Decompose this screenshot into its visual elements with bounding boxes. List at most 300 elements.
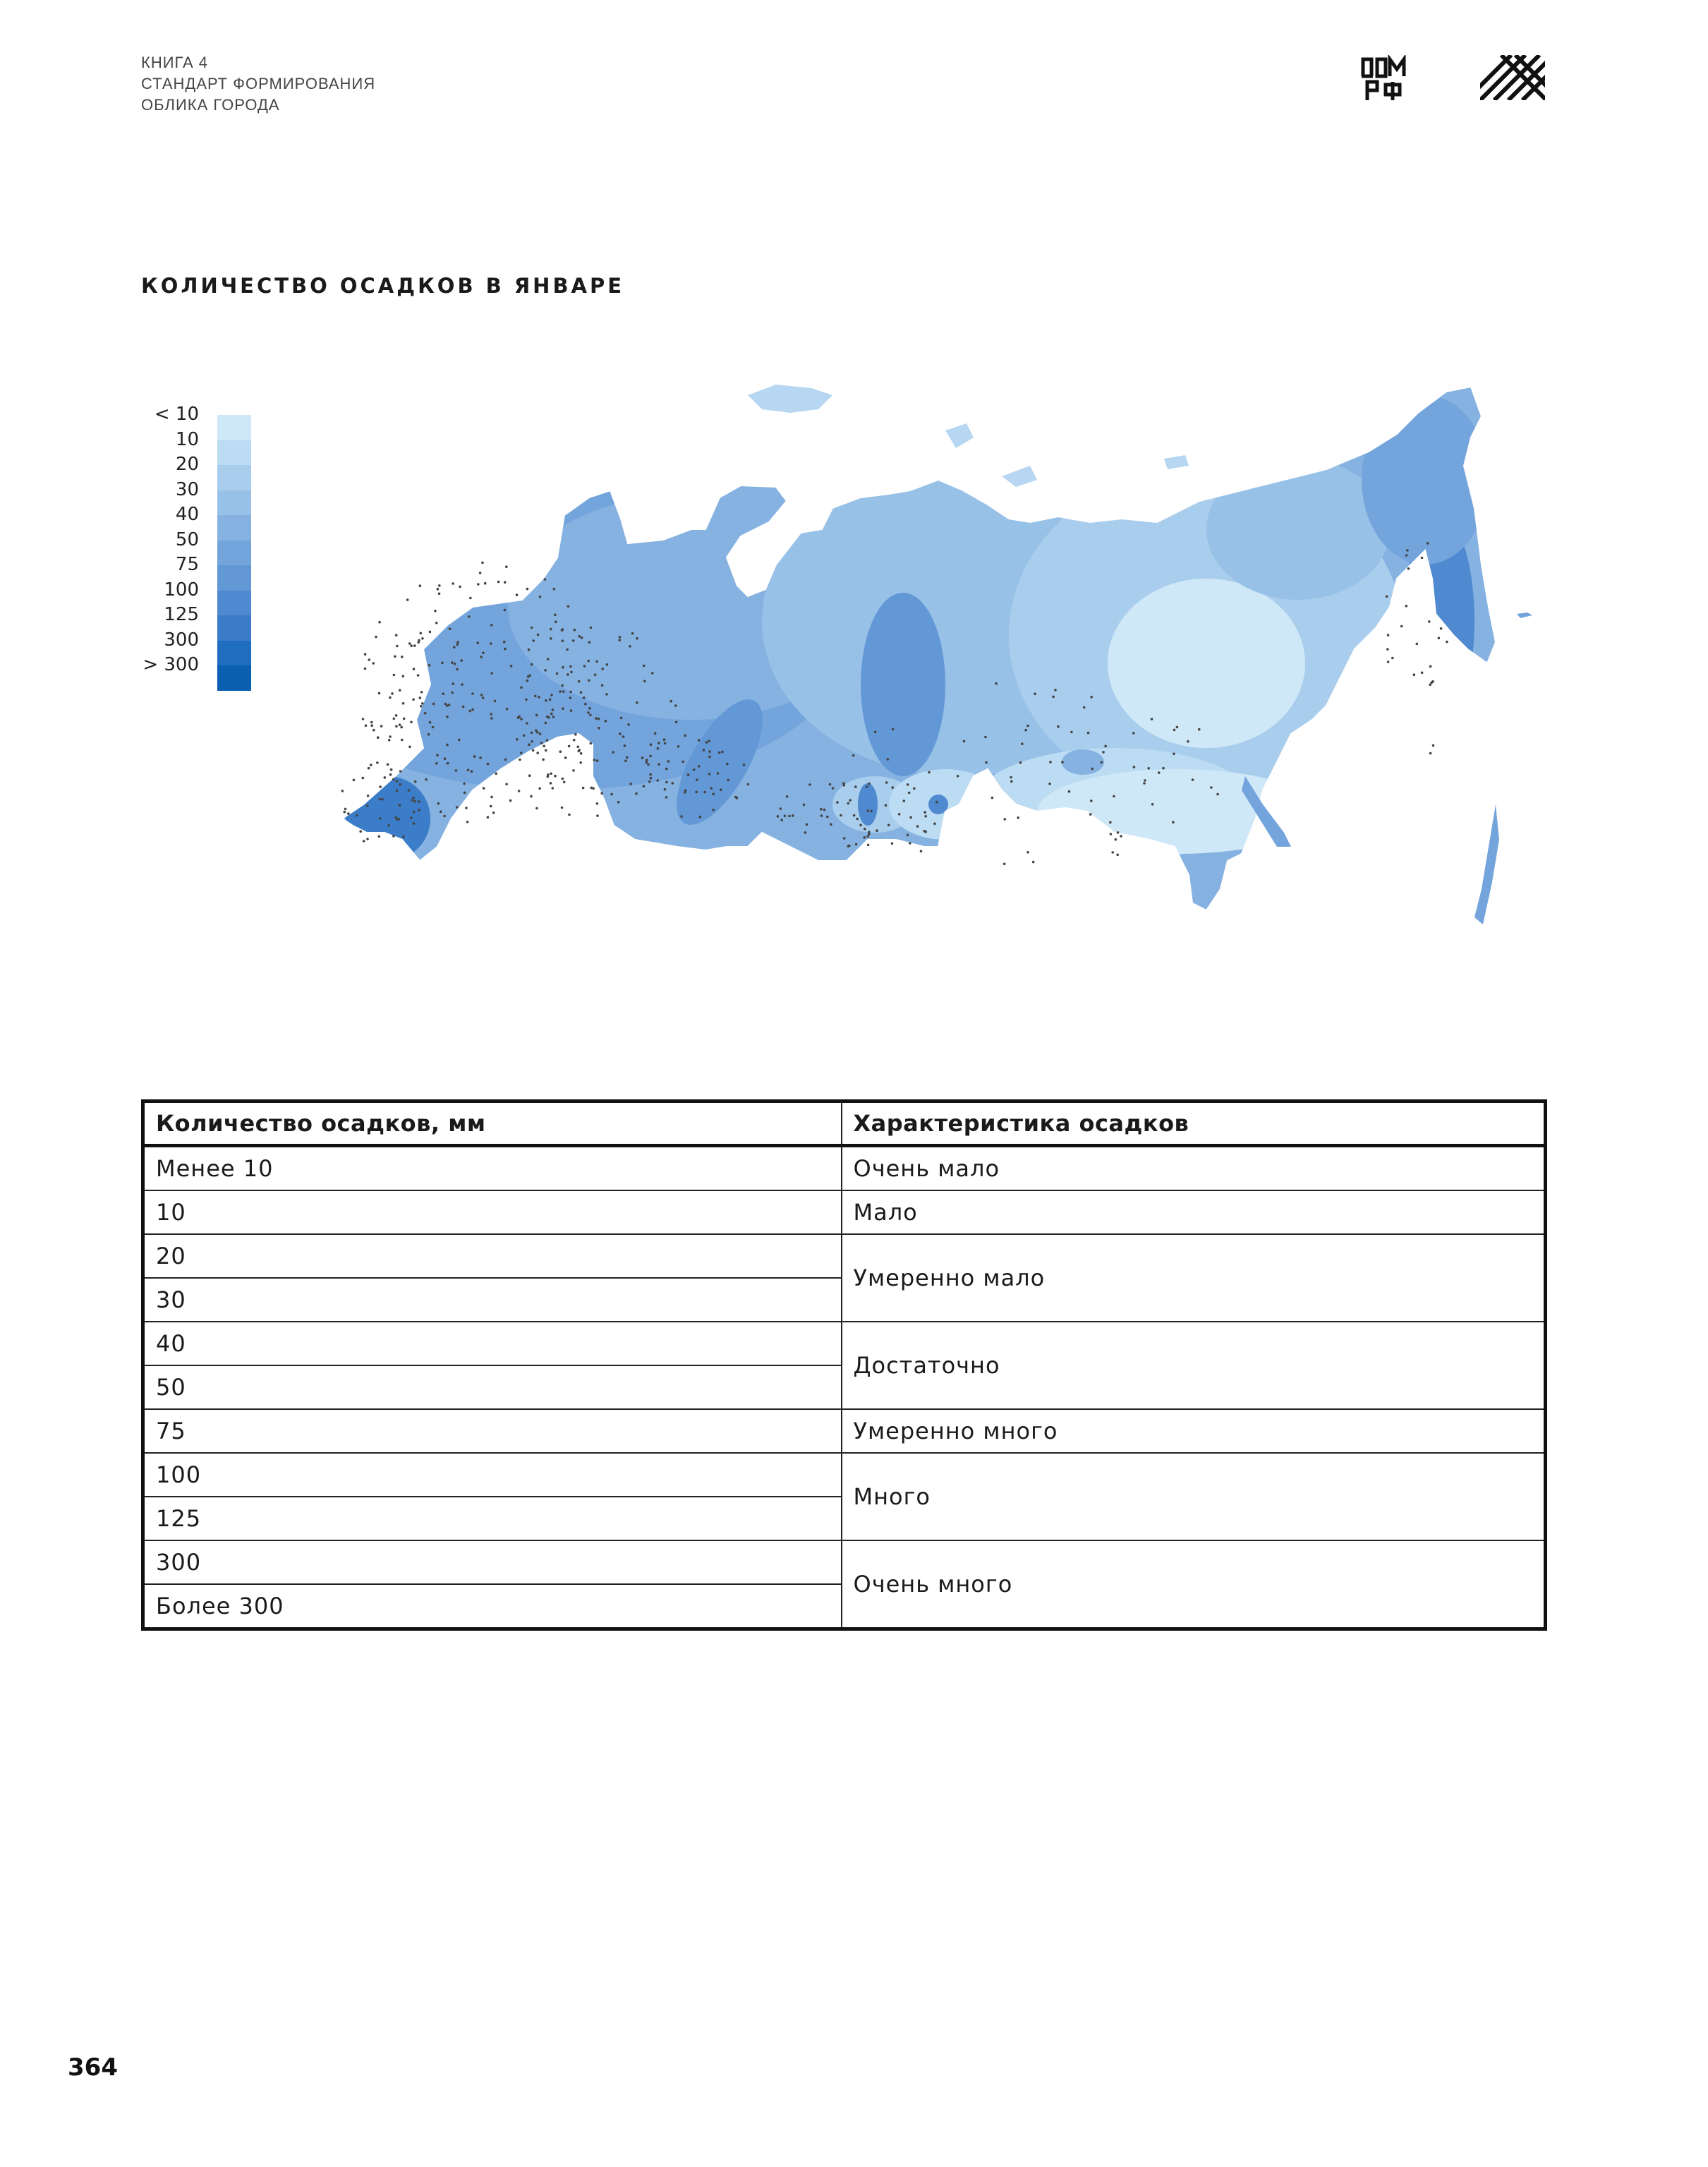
station-dot xyxy=(588,680,590,682)
station-dot xyxy=(995,682,998,685)
station-dot xyxy=(562,778,564,780)
station-dot xyxy=(698,739,701,742)
station-dot xyxy=(390,768,393,771)
station-dot xyxy=(935,801,938,804)
station-dot xyxy=(458,739,461,742)
station-dot xyxy=(598,727,600,730)
station-dot xyxy=(456,644,459,646)
legend-swatch xyxy=(217,565,251,591)
station-dot xyxy=(564,756,567,759)
station-dot xyxy=(836,801,839,804)
station-dot xyxy=(484,582,487,585)
station-dot xyxy=(569,691,572,694)
station-dot xyxy=(531,627,533,629)
station-dot xyxy=(1432,744,1435,747)
station-dot xyxy=(581,636,583,639)
station-dot xyxy=(483,787,485,790)
station-dot xyxy=(506,708,509,711)
station-dot xyxy=(490,624,493,627)
station-dot xyxy=(438,584,441,587)
station-dot xyxy=(425,778,428,781)
station-dot xyxy=(649,755,652,758)
station-dot xyxy=(830,823,832,826)
station-dot xyxy=(392,835,395,838)
station-dot xyxy=(424,712,427,715)
station-dot xyxy=(1010,776,1012,779)
legend-label: 30 xyxy=(175,478,199,500)
station-dot xyxy=(1111,851,1114,854)
station-dot xyxy=(392,778,395,781)
station-dot xyxy=(1003,818,1006,821)
legend-swatch xyxy=(217,641,251,666)
station-dot xyxy=(617,801,620,804)
station-dot xyxy=(1427,542,1429,545)
station-dot xyxy=(718,751,721,754)
station-dot xyxy=(410,644,413,647)
station-dot xyxy=(543,745,545,748)
station-dot xyxy=(490,642,492,645)
station-dot xyxy=(786,795,789,798)
station-dot xyxy=(664,742,667,745)
station-dot xyxy=(461,683,464,686)
station-dot xyxy=(567,673,569,676)
station-dot xyxy=(636,701,638,704)
station-dot xyxy=(399,689,401,692)
station-dot xyxy=(590,627,593,629)
station-dot xyxy=(562,690,565,693)
legend-label: 100 xyxy=(164,579,199,600)
station-dot xyxy=(843,784,846,787)
station-dot xyxy=(544,669,547,672)
station-dot xyxy=(1162,767,1165,770)
station-dot xyxy=(727,779,729,782)
station-dot xyxy=(359,830,362,833)
legend-swatch xyxy=(217,515,251,541)
station-dot xyxy=(665,796,668,799)
station-dot xyxy=(928,771,931,774)
station-dot xyxy=(916,825,919,828)
station-dot xyxy=(1400,625,1403,628)
station-dot xyxy=(389,773,392,776)
station-dot xyxy=(624,744,626,747)
station-dot xyxy=(344,811,346,814)
table-row xyxy=(143,1234,1546,1278)
station-dot xyxy=(532,749,535,752)
station-dot xyxy=(1173,729,1176,732)
station-dot xyxy=(582,787,585,790)
station-dot xyxy=(562,628,564,631)
station-dot xyxy=(561,807,564,809)
station-dot xyxy=(1172,821,1175,824)
station-dot xyxy=(363,840,365,843)
station-dot xyxy=(379,817,382,820)
station-dot xyxy=(550,782,552,785)
station-dot xyxy=(387,824,390,827)
station-dot xyxy=(403,718,406,720)
station-dot xyxy=(497,581,500,584)
station-dot xyxy=(552,716,555,718)
station-dot xyxy=(467,769,470,772)
station-dot xyxy=(903,799,906,802)
station-dot xyxy=(847,802,850,805)
station-dot xyxy=(379,785,382,788)
station-dot xyxy=(490,672,493,675)
station-dot xyxy=(550,773,552,775)
station-dot xyxy=(712,792,715,795)
station-dot xyxy=(579,635,581,638)
station-dot xyxy=(463,783,466,785)
legend-color-bar xyxy=(217,415,251,691)
station-dot xyxy=(471,770,473,773)
station-dot xyxy=(648,780,651,783)
legend-label: < 10 xyxy=(154,404,199,425)
station-dot xyxy=(412,699,415,701)
station-dot xyxy=(684,791,686,794)
station-dot xyxy=(456,668,459,671)
station-dot xyxy=(451,692,454,694)
legend-label: 125 xyxy=(164,604,199,625)
station-dot xyxy=(650,743,653,746)
station-dot xyxy=(572,769,575,772)
station-dot xyxy=(596,759,599,762)
station-dot xyxy=(376,761,379,764)
station-dot xyxy=(532,639,535,642)
station-dot xyxy=(721,751,724,754)
station-dot xyxy=(1104,745,1107,748)
station-dot xyxy=(432,703,435,706)
station-dot xyxy=(649,773,652,776)
station-dot xyxy=(464,792,466,795)
station-dot xyxy=(647,763,650,766)
station-dot xyxy=(852,754,855,757)
station-dot xyxy=(344,808,347,811)
station-dot xyxy=(554,614,557,617)
station-dot xyxy=(717,772,720,775)
station-dot xyxy=(561,684,564,687)
station-dot xyxy=(531,663,533,666)
station-dot xyxy=(677,745,680,748)
station-dot xyxy=(687,773,690,776)
station-dot xyxy=(1173,753,1175,756)
amount-cell: 50 xyxy=(143,1365,842,1409)
station-dot xyxy=(1057,725,1060,728)
table-row xyxy=(143,1190,1546,1234)
station-dot xyxy=(367,795,370,797)
table-row xyxy=(143,1146,1546,1191)
station-dot xyxy=(583,696,586,699)
station-dot xyxy=(657,747,660,750)
station-dot xyxy=(820,814,823,817)
station-dot xyxy=(1089,813,1092,816)
station-dot xyxy=(456,641,459,644)
station-dot xyxy=(519,759,521,761)
station-dot xyxy=(1032,861,1035,864)
station-dot xyxy=(504,609,507,612)
station-dot xyxy=(1143,782,1146,785)
station-dot xyxy=(1405,554,1408,557)
station-dot xyxy=(399,723,401,726)
station-dot xyxy=(395,725,398,728)
station-dot xyxy=(829,783,832,786)
station-dot xyxy=(1026,725,1029,728)
station-dot xyxy=(408,642,411,645)
station-dot xyxy=(569,665,572,668)
station-dot xyxy=(1117,831,1120,834)
station-dot xyxy=(477,641,480,644)
station-dot xyxy=(891,786,894,789)
station-dot xyxy=(924,831,927,833)
pattern-logo xyxy=(1480,55,1545,100)
station-dot xyxy=(587,711,590,714)
station-dot xyxy=(518,716,521,718)
station-dot xyxy=(378,835,381,838)
station-dot xyxy=(550,713,553,716)
station-dot xyxy=(459,586,461,588)
precipitation-legend xyxy=(134,402,261,675)
station-dot xyxy=(864,828,866,831)
station-dot xyxy=(596,814,599,817)
station-dot xyxy=(490,717,493,720)
station-dot xyxy=(378,692,381,695)
station-dot xyxy=(601,684,604,687)
station-dot xyxy=(665,781,668,784)
station-dot xyxy=(1386,648,1389,651)
station-dot xyxy=(418,800,420,803)
station-dot xyxy=(612,751,614,754)
station-dot xyxy=(874,731,877,734)
station-dot xyxy=(792,814,794,817)
legend-label: 300 xyxy=(164,629,199,651)
station-dot xyxy=(682,761,684,763)
station-dot xyxy=(473,755,476,758)
station-dot xyxy=(402,702,405,705)
station-dot xyxy=(364,653,367,656)
station-dot xyxy=(708,740,710,743)
station-dot xyxy=(885,804,888,807)
station-dot xyxy=(377,736,380,739)
table-row xyxy=(143,1540,1546,1584)
station-dot xyxy=(596,802,599,805)
station-dot xyxy=(527,675,530,678)
amount-cell: Менее 10 xyxy=(143,1146,842,1191)
station-dot xyxy=(365,725,368,728)
station-dot xyxy=(570,671,573,674)
station-dot xyxy=(606,663,609,666)
station-dot xyxy=(347,812,350,815)
station-dot xyxy=(643,680,646,683)
station-dot xyxy=(695,791,698,794)
station-dot xyxy=(651,672,654,675)
station-dot xyxy=(736,797,739,799)
station-dot xyxy=(1034,693,1036,696)
russia-precipitation-map xyxy=(325,353,1549,1016)
station-dot xyxy=(1429,752,1432,755)
station-dot xyxy=(547,773,550,776)
station-dot xyxy=(876,829,878,832)
station-dot xyxy=(556,672,559,675)
station-dot xyxy=(456,806,459,809)
station-dot xyxy=(539,732,542,735)
station-dot xyxy=(584,703,587,706)
station-dot xyxy=(1109,821,1112,824)
station-dot xyxy=(419,696,422,699)
station-dot xyxy=(1210,786,1213,789)
station-dot xyxy=(414,780,417,783)
station-dot xyxy=(693,768,696,771)
station-dot xyxy=(595,717,598,720)
station-dot xyxy=(526,722,528,725)
station-dot xyxy=(518,790,521,792)
station-dot xyxy=(574,733,577,736)
station-dot xyxy=(1187,740,1189,743)
station-dot xyxy=(1429,683,1431,686)
station-dot xyxy=(573,739,576,742)
station-dot xyxy=(849,799,852,802)
amount-cell: Более 300 xyxy=(143,1584,842,1629)
station-dot xyxy=(1021,742,1024,745)
station-dot xyxy=(654,732,657,735)
station-dot xyxy=(401,656,404,658)
station-dot xyxy=(1386,596,1388,598)
station-dot xyxy=(366,804,369,807)
station-dot xyxy=(680,815,683,818)
station-dot xyxy=(605,693,608,696)
station-dot xyxy=(1087,732,1090,735)
station-dot xyxy=(562,707,564,710)
table-row xyxy=(143,1453,1546,1497)
station-dot xyxy=(933,823,936,826)
station-dot xyxy=(537,634,540,636)
station-dot xyxy=(520,718,523,720)
station-dot xyxy=(832,787,835,790)
station-dot xyxy=(1440,627,1443,630)
station-dot xyxy=(479,572,482,574)
station-dot xyxy=(1026,851,1029,854)
station-dot xyxy=(619,636,622,639)
station-dot xyxy=(656,779,659,782)
characteristic-cell: Достаточно xyxy=(842,1322,1546,1409)
precipitation-table xyxy=(141,1099,1544,1631)
station-dot xyxy=(1405,605,1408,608)
station-dot xyxy=(504,648,507,651)
station-dot xyxy=(1017,816,1019,819)
station-dot xyxy=(399,770,402,773)
station-dot xyxy=(1446,641,1448,644)
station-dot xyxy=(1428,620,1431,623)
station-dot xyxy=(421,637,424,640)
station-dot xyxy=(672,782,674,785)
station-dot xyxy=(536,731,539,734)
page-title: КОЛИЧЕСТВО ОСАДКОВ В ЯНВАРЕ xyxy=(141,274,625,298)
station-dot xyxy=(413,800,416,803)
station-dot xyxy=(444,757,447,760)
station-dot xyxy=(863,836,866,839)
station-dot xyxy=(487,816,490,819)
book-header xyxy=(141,52,375,116)
station-dot xyxy=(1438,636,1441,639)
station-dot xyxy=(583,665,586,668)
station-dot xyxy=(396,790,399,792)
station-dot xyxy=(400,726,403,729)
station-dot xyxy=(913,787,916,790)
station-dot xyxy=(1068,790,1071,793)
legend-label: 75 xyxy=(175,554,199,575)
station-dot xyxy=(559,690,562,693)
station-dot xyxy=(578,680,581,683)
station-dot xyxy=(670,700,672,703)
station-dot xyxy=(588,707,591,710)
station-dot xyxy=(435,762,438,765)
station-dot xyxy=(595,660,598,663)
characteristic-cell: Умеренно мало xyxy=(842,1234,1546,1322)
station-dot xyxy=(568,745,571,748)
station-dot xyxy=(462,706,465,708)
station-dot xyxy=(562,666,564,669)
station-dot xyxy=(684,735,686,737)
characteristic-cell: Очень много xyxy=(842,1540,1546,1629)
page-number: 364 xyxy=(68,2053,118,2082)
station-dot xyxy=(991,797,994,799)
station-dot xyxy=(540,742,543,744)
station-dot xyxy=(1101,761,1103,764)
station-dot xyxy=(803,804,806,807)
station-dot xyxy=(1387,634,1390,636)
station-dot xyxy=(552,708,555,711)
station-dot xyxy=(1024,729,1027,732)
station-dot xyxy=(806,823,808,826)
station-dot xyxy=(1421,672,1424,675)
station-dot xyxy=(726,763,729,766)
station-dot xyxy=(887,758,890,761)
station-dot xyxy=(465,807,468,809)
station-dot xyxy=(436,754,439,756)
station-dot xyxy=(658,763,660,766)
station-dot xyxy=(667,760,670,763)
station-dot xyxy=(826,816,829,819)
station-dot xyxy=(418,809,420,811)
station-dot xyxy=(448,704,451,706)
station-dot xyxy=(554,775,557,778)
station-dot xyxy=(490,805,492,808)
station-dot xyxy=(626,756,629,759)
station-dot xyxy=(675,721,678,724)
amount-cell: 300 xyxy=(143,1540,842,1584)
station-dot xyxy=(402,675,405,678)
station-dot xyxy=(509,799,512,802)
station-dot xyxy=(563,781,566,784)
station-dot xyxy=(505,565,508,568)
station-dot xyxy=(504,581,507,584)
station-dot xyxy=(907,783,909,786)
station-dot xyxy=(867,809,870,812)
station-dot xyxy=(460,659,463,662)
station-dot xyxy=(620,717,623,720)
station-dot xyxy=(1090,799,1093,802)
station-dot xyxy=(1413,673,1416,676)
legend-label: > 300 xyxy=(143,654,199,675)
station-dot xyxy=(531,732,533,735)
station-dot xyxy=(605,720,607,723)
station-dot xyxy=(555,621,557,624)
station-dot xyxy=(1070,731,1073,734)
station-dot xyxy=(396,780,399,783)
station-dot xyxy=(1198,728,1201,731)
station-dot xyxy=(366,838,369,840)
station-dot xyxy=(859,824,862,827)
station-dot xyxy=(820,808,823,811)
station-dot xyxy=(580,752,583,755)
station-dot xyxy=(847,845,850,847)
